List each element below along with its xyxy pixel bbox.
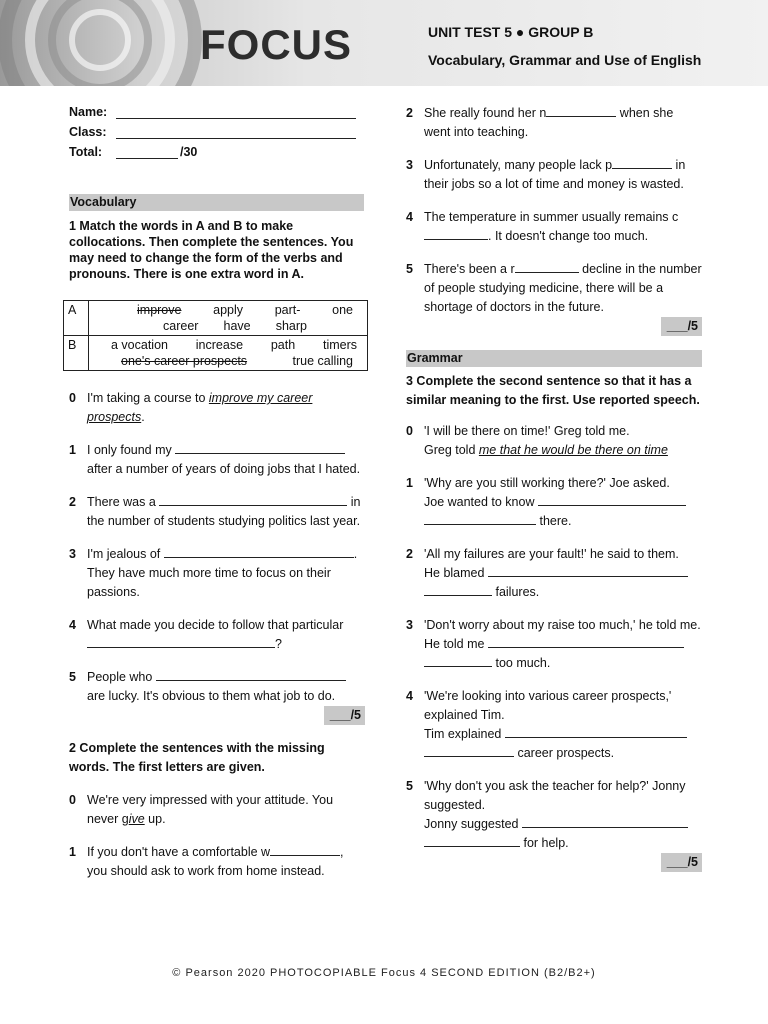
ex2-item-5	[406, 260, 702, 317]
answer-blank[interactable]	[515, 260, 579, 273]
item-quote: 'I will be there on time!' Greg told me.	[424, 424, 630, 438]
item-text: are lucky. It's obvious to them what job to do.	[87, 689, 336, 703]
unit-subtitle: Vocabulary, Grammar and Use of English	[428, 52, 702, 68]
item-number: 1	[69, 845, 76, 859]
ex3-item-3	[406, 616, 702, 673]
item-text: He blamed	[424, 566, 488, 580]
ex2-item-0	[69, 791, 365, 829]
total-label: Total:	[69, 144, 103, 159]
answer-blank[interactable]	[156, 668, 346, 681]
word-b-0: a vocation	[111, 338, 168, 352]
item-text: decline in the number of people studying medicine, there will be a shortage of doctors in the future.	[424, 262, 702, 314]
name-label: Name:	[69, 104, 108, 119]
focus-logo: FOCUS	[200, 21, 352, 68]
item-text: there.	[536, 514, 572, 528]
answer-blank[interactable]	[522, 815, 688, 828]
answer-blank[interactable]	[424, 834, 520, 847]
answer-blank[interactable]	[424, 583, 492, 596]
word-a-2: part-	[274, 303, 301, 317]
item-quote: 'We're looking into various career prospects,' explained Tim.	[424, 689, 672, 722]
item-text: for help.	[520, 836, 569, 850]
ex3-item-5	[406, 777, 702, 853]
item-text: when she went into teaching.	[424, 106, 674, 139]
item-text: Tim explained	[424, 727, 505, 741]
word-a-3: one	[332, 303, 353, 317]
ex3-item-4	[406, 687, 702, 763]
example-answer: improve my career prospects	[87, 391, 313, 424]
item-text: too much.	[492, 656, 551, 670]
exercise-2-instructions: 2 Complete the sentences with the missing words. The first letters are given.	[69, 741, 325, 774]
item-text: If you don't have a comfortable w	[87, 845, 271, 859]
exercise-1-instructions: 1 Match the words in A and B to make collocations. Then complete the sentences. You may need to change the form of the verbs and pronouns. There is one extra word in A.	[69, 219, 354, 281]
score-box: ___/5	[661, 853, 702, 872]
answer-blank[interactable]	[546, 104, 616, 117]
item-number: 4	[406, 689, 413, 703]
item-text: He told me	[424, 637, 488, 651]
item-number: 1	[69, 443, 76, 457]
ex3-item-1	[406, 474, 702, 531]
example-answer: ive	[128, 812, 145, 826]
item-text: in the number of students studying politics last year.	[87, 495, 361, 528]
item-text: There's been a r	[424, 262, 515, 276]
answer-blank[interactable]	[424, 744, 514, 757]
item-number: 5	[69, 670, 76, 684]
item-text: Joe wanted to know	[424, 495, 538, 509]
word-b-1: increase	[195, 338, 244, 352]
answer-blank[interactable]	[159, 493, 347, 506]
ex1-item-2	[69, 493, 365, 531]
exercise-2-score	[406, 317, 702, 336]
item-text: I'm jealous of	[87, 547, 164, 561]
total-max: /30	[180, 144, 198, 159]
answer-blank[interactable]	[270, 843, 340, 856]
item-number: 3	[69, 547, 76, 561]
page-header	[0, 0, 768, 86]
word-table	[63, 300, 368, 371]
ex2-item-2	[406, 104, 702, 142]
word-a-0: improve	[137, 303, 182, 317]
item-text: ?	[275, 637, 282, 651]
item-text: We're very impressed with your attitude. You never g	[87, 793, 334, 826]
item-number: 2	[69, 495, 76, 509]
item-number: 4	[69, 618, 76, 632]
item-text: Greg told	[424, 443, 479, 457]
total-field[interactable]	[116, 146, 178, 159]
item-text: There was a	[87, 495, 160, 509]
ex2-item-4	[406, 208, 702, 246]
item-text: failures.	[492, 585, 540, 599]
word-a-6: sharp	[275, 319, 307, 333]
example-answer: me that he would be there on time	[478, 443, 668, 457]
class-field[interactable]	[116, 126, 356, 139]
name-field[interactable]	[116, 106, 356, 119]
item-text: up.	[144, 812, 166, 826]
item-number: 5	[406, 779, 413, 793]
exercise-3-score	[406, 853, 702, 872]
right-column	[406, 104, 702, 872]
item-number: 0	[406, 424, 413, 438]
item-text: I'm taking a course to	[87, 391, 209, 405]
answer-blank[interactable]	[538, 493, 686, 506]
table-a-label: A	[64, 301, 89, 336]
answer-blank[interactable]	[612, 156, 672, 169]
ex1-item-5	[69, 668, 365, 706]
item-text: .	[141, 410, 145, 424]
answer-blank[interactable]	[424, 512, 536, 525]
item-text: . It doesn't change too much.	[488, 229, 649, 243]
word-b-2: path	[270, 338, 296, 352]
ex2-item-1	[69, 843, 365, 881]
grammar-heading: Grammar	[406, 350, 702, 367]
score-box: ___/5	[661, 317, 702, 336]
total-row	[69, 142, 365, 162]
table-a-words	[89, 301, 368, 336]
answer-blank[interactable]	[424, 227, 488, 240]
item-quote: 'Don't worry about my raise too much,' he told me.	[424, 618, 701, 632]
ex2-item-3	[406, 156, 702, 194]
item-text: Unfortunately, many people lack p	[424, 158, 613, 172]
item-text: People who	[87, 670, 156, 684]
exercise-1-score	[69, 706, 365, 725]
unit-title: UNIT TEST 5 ● GROUP B	[428, 24, 594, 40]
vocabulary-heading: Vocabulary	[69, 194, 364, 211]
ex1-item-1	[69, 441, 365, 479]
ex1-item-0	[69, 389, 365, 427]
word-a-1: apply	[213, 303, 244, 317]
item-text: What made you decide to follow that particular	[87, 618, 344, 632]
page-footer: © Pearson 2020 PHOTOCOPIABLE Focus 4 SECOND EDITION (B2/B2+)	[172, 967, 596, 979]
item-number: 2	[406, 547, 413, 561]
ex1-item-3	[69, 545, 365, 602]
word-b-3: timers	[322, 338, 357, 352]
score-box: ___/5	[324, 706, 365, 725]
item-text: I only found my	[87, 443, 176, 457]
item-number: 2	[406, 106, 413, 120]
exercise-3-instructions: 3 Complete the second sentence so that it has a similar meaning to the first. Use reported speech.	[406, 374, 700, 407]
word-a-4: career	[163, 319, 199, 333]
item-number: 5	[406, 262, 413, 276]
answer-blank[interactable]	[488, 564, 688, 577]
left-column	[69, 102, 365, 881]
item-quote: 'Why are you still working there?' Joe asked.	[424, 476, 670, 490]
item-quote: 'All my failures are your fault!' he said to them.	[424, 547, 679, 561]
item-text: The temperature in summer usually remains c	[424, 210, 679, 224]
class-label: Class:	[69, 124, 107, 139]
answer-blank[interactable]	[488, 635, 684, 648]
item-quote: 'Why don't you ask the teacher for help?' Jonny suggested.	[424, 779, 686, 812]
item-text: career prospects.	[514, 746, 615, 760]
class-row	[69, 122, 365, 142]
item-text: Jonny suggested	[424, 817, 522, 831]
item-text: , you should ask to work from home instead.	[87, 845, 344, 878]
answer-blank[interactable]	[505, 725, 687, 738]
item-number: 0	[69, 391, 76, 405]
ex1-item-4	[69, 616, 365, 654]
word-b-5: true calling	[292, 354, 353, 368]
item-text: She really found her n	[424, 106, 547, 120]
item-number: 1	[406, 476, 413, 490]
item-text: in their jobs so a lot of time and money is wasted.	[424, 158, 686, 191]
answer-blank[interactable]	[87, 635, 275, 648]
item-number: 3	[406, 158, 413, 172]
ex3-item-0	[406, 422, 702, 460]
table-b-words	[89, 336, 368, 371]
item-number: 3	[406, 618, 413, 632]
answer-blank[interactable]	[164, 545, 354, 558]
name-row	[69, 102, 365, 122]
answer-blank[interactable]	[175, 441, 345, 454]
item-number: 4	[406, 210, 413, 224]
answer-blank[interactable]	[424, 654, 492, 667]
item-number: 0	[69, 793, 76, 807]
item-text: . They have much more time to focus on their passions.	[87, 547, 358, 599]
word-b-4: one's career prospects	[121, 354, 248, 368]
ex3-item-2	[406, 545, 702, 602]
table-b-label: B	[64, 336, 89, 371]
word-a-5: have	[223, 319, 251, 333]
item-text: after a number of years of doing jobs that I hated.	[87, 462, 361, 476]
